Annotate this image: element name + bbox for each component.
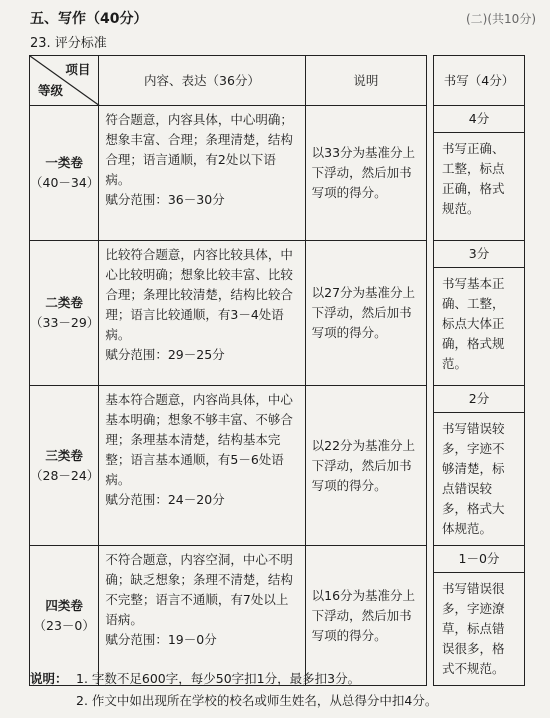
writing-cell <box>433 386 524 546</box>
content-cell <box>99 241 305 386</box>
note-cell: 以27分为基准分上下浮动，然后加书写项的得分。 <box>305 241 427 386</box>
grade-name: 二类卷 <box>45 295 83 310</box>
note-cell: 以22分为基准分上下浮动，然后加书写项的得分。 <box>305 386 427 546</box>
header-note: 说明 <box>305 56 427 106</box>
content-text: 基本符合题意，内容尚具体，中心基本明确；想象不够丰富、不够合理；条理基本清楚，结构基本完整；语言基本通顺，有5－6处语病。 <box>105 392 293 487</box>
grade-cell <box>30 546 99 686</box>
writing-desc: 书写正确、工整，标点正确，格式规范。 <box>441 141 505 216</box>
column-gap <box>427 546 434 686</box>
score-range: 赋分范围：36－30分 <box>105 192 225 207</box>
note-cell: 以16分为基准分上下浮动，然后加书写项的得分。 <box>305 546 427 686</box>
writing-cell <box>433 106 524 241</box>
grade-name: 三类卷 <box>45 447 83 463</box>
column-gap <box>427 106 434 241</box>
score-range: 赋分范围：19－0分 <box>105 632 217 647</box>
header-item-label: 项目 <box>65 62 91 77</box>
grade-range: （33－29） <box>30 315 100 330</box>
notes-label: 说明： <box>30 671 68 686</box>
notes-block <box>30 668 437 712</box>
table-header-row <box>30 56 525 106</box>
table-row <box>30 546 525 686</box>
writing-score: 3分 <box>434 241 524 268</box>
subtitle: 23. 评分标准 <box>30 36 107 51</box>
note-item: 1. 字数不足600字，每少50字扣1分，最多扣3分。 <box>76 671 361 686</box>
note-line <box>30 690 437 712</box>
writing-cell <box>433 546 524 686</box>
column-gap <box>427 241 434 386</box>
table-row <box>30 241 525 386</box>
content-cell <box>99 106 305 241</box>
note-line <box>30 668 437 690</box>
content-text: 比较符合题意，内容比较具体，中心比较明确；想象比较丰富、比较合理；条理比较清楚，结构比较合理；语言比较通顺，有3－4处语病。 <box>105 247 293 342</box>
writing-score: 4分 <box>434 106 524 133</box>
writing-desc: 书写错误较多，字迹不够清楚，标点错误较多，格式大体规范。 <box>441 421 505 536</box>
writing-score: 1－0分 <box>434 546 524 573</box>
table-row <box>30 106 525 241</box>
header-content: 内容、表达（36分） <box>99 56 305 106</box>
score-range: 赋分范围：24－20分 <box>105 492 225 507</box>
diagonal-header-cell <box>30 56 99 106</box>
content-cell <box>99 546 305 686</box>
grade-name: 一类卷 <box>45 155 83 170</box>
grading-table <box>29 55 525 686</box>
note-cell: 以33分为基准分上下浮动，然后加书写项的得分。 <box>305 106 427 241</box>
writing-cell <box>433 241 524 386</box>
corner-mark: (二)(共10分) <box>466 12 536 26</box>
grade-range: （23－0） <box>33 617 95 633</box>
content-cell <box>99 386 305 546</box>
column-gap <box>427 56 434 106</box>
content-text: 不符合题意，内容空洞，中心不明确；缺乏想象；条理不清楚，结构不完整；语言不通顺，有7处以上语病。 <box>105 552 293 627</box>
score-range: 赋分范围：29－25分 <box>105 347 225 362</box>
column-gap <box>427 386 434 546</box>
grade-name: 四类卷 <box>45 597 83 613</box>
writing-score: 2分 <box>434 386 524 413</box>
content-text: 符合题意，内容具体，中心明确；想象丰富、合理；条理清楚，结构合理；语言通顺，有2处以下语病。 <box>105 112 293 187</box>
grade-cell <box>30 241 99 386</box>
header-writing: 书写（4分） <box>433 56 524 106</box>
writing-desc: 书写错误很多，字迹潦草，标点错误很多，格式不规范。 <box>441 581 505 676</box>
grade-range: （40－34） <box>30 175 100 190</box>
grade-range: （28－24） <box>30 467 100 483</box>
grade-cell <box>30 386 99 546</box>
writing-desc: 书写基本正确、工整，标点大体正确，格式规范。 <box>441 276 505 371</box>
section-title: 五、写作（40分） <box>30 11 148 27</box>
note-item: 2. 作文中如出现所在学校的校名或师生姓名，从总得分中扣4分。 <box>76 693 438 708</box>
table-row <box>30 386 525 546</box>
grade-cell <box>30 106 99 241</box>
header-grade-label: 等级 <box>38 83 64 98</box>
